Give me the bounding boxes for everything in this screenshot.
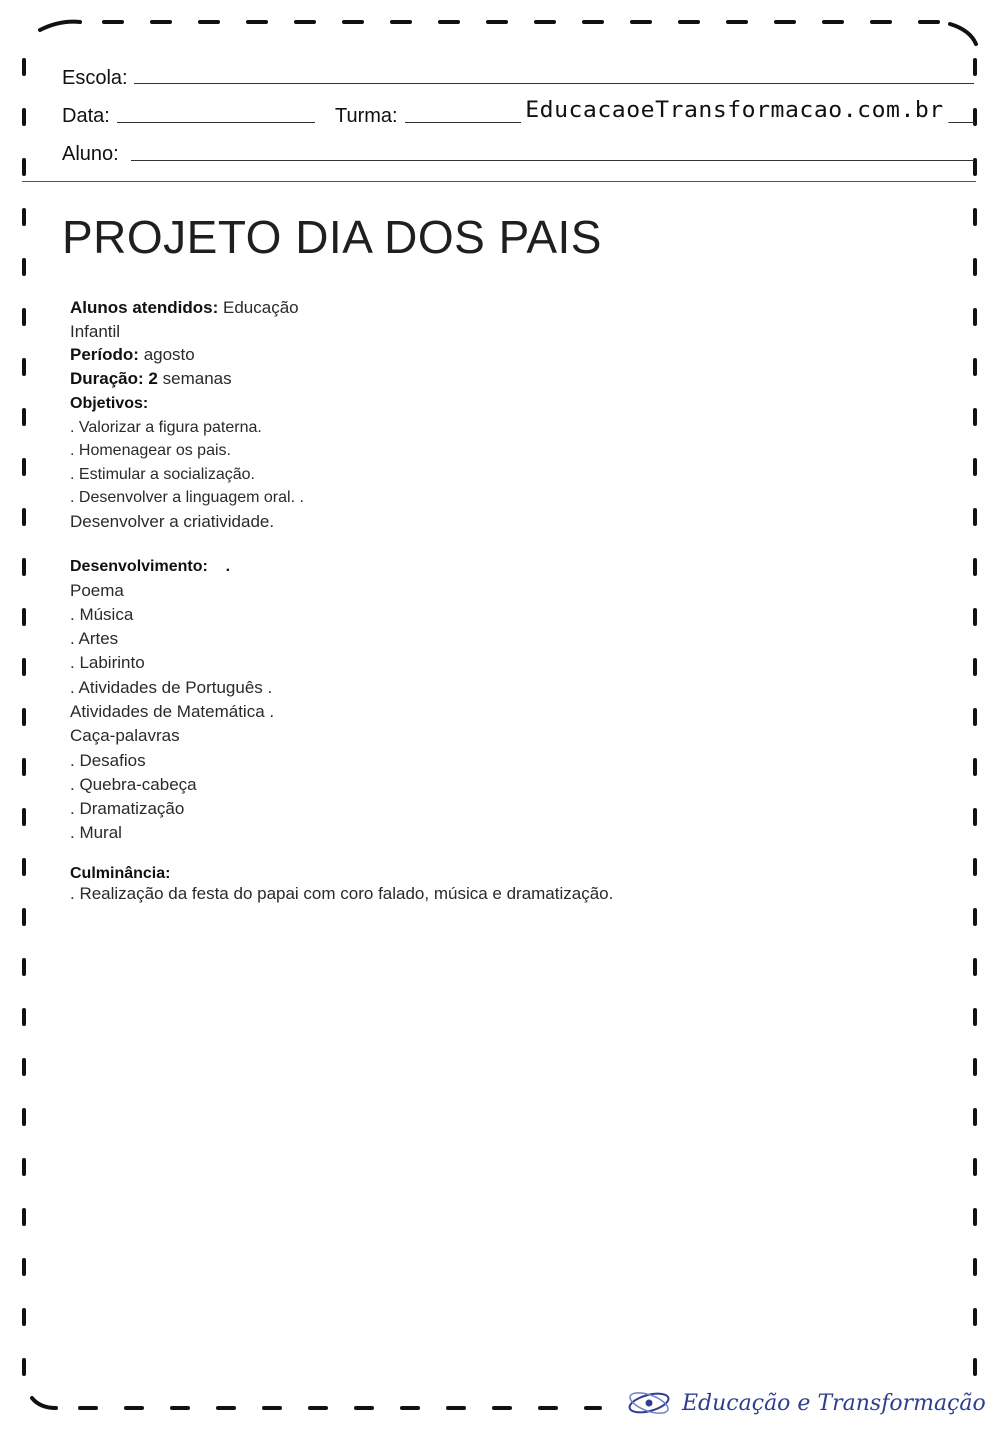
development-item: . Artes: [70, 629, 119, 649]
duration-number: 2: [148, 368, 158, 388]
objective-item: . Estimular a socialização.: [70, 465, 255, 483]
school-label: Escola:: [62, 67, 128, 89]
objectives-heading: Objetivos:: [70, 395, 149, 412]
school-line[interactable]: [134, 83, 974, 84]
objective-item: Desenvolver a criatividade.: [70, 511, 275, 531]
objective-item: . Homenagear os pais.: [70, 442, 231, 459]
objective-item: . Desenvolver a linguagem oral. .: [70, 489, 304, 506]
date-line[interactable]: [117, 122, 315, 123]
students-value-cont: Infantil: [70, 321, 121, 341]
culmination-heading: Culminância:: [70, 864, 171, 882]
duration-line: [70, 367, 690, 391]
development-list: [70, 579, 690, 846]
project-content: [70, 296, 690, 904]
duration-unit: semanas: [162, 368, 232, 388]
students-value: Educação: [223, 298, 299, 317]
student-label: Aluno:: [62, 143, 119, 165]
objective-item: . Valorizar a figura paterna.: [70, 418, 262, 436]
class-label: Turma:: [335, 105, 398, 127]
footer-brand: [626, 1385, 986, 1421]
period-label: Período:: [70, 345, 139, 364]
students-label: Alunos atendidos:: [70, 298, 219, 317]
atom-orbit-icon: [626, 1388, 672, 1418]
culmination-text: . Realização da festa do papai com coro falado, música e dramatização.: [70, 883, 614, 903]
students-line: [70, 296, 690, 320]
student-line[interactable]: [131, 160, 974, 161]
header-separator: [22, 181, 976, 182]
development-item: . Mural: [70, 823, 122, 843]
development-item: . Atividades de Português .: [70, 677, 273, 697]
development-item: . Desafios: [70, 750, 146, 770]
development-heading: Desenvolvimento: .: [70, 558, 231, 575]
development-item: Atividades de Matemática .: [70, 701, 275, 721]
date-label: Data:: [62, 105, 110, 127]
period-value: agosto: [143, 345, 195, 364]
objectives-list: [70, 416, 690, 534]
development-item: . Música: [70, 604, 134, 624]
development-item: . Quebra-cabeça: [70, 774, 197, 794]
duration-label: Duração:: [70, 368, 144, 388]
site-watermark: EducacaoeTransformacao.com.br: [521, 98, 948, 123]
page-title: PROJETO DIA DOS PAIS: [62, 211, 602, 263]
development-item: . Dramatização: [70, 799, 185, 819]
development-item: . Labirinto: [70, 653, 145, 673]
development-item: Poema: [70, 580, 124, 600]
development-item: Caça-palavras: [70, 726, 180, 746]
footer-brand-text: Educação e Transformação: [682, 1390, 986, 1416]
period-line: [70, 343, 690, 367]
